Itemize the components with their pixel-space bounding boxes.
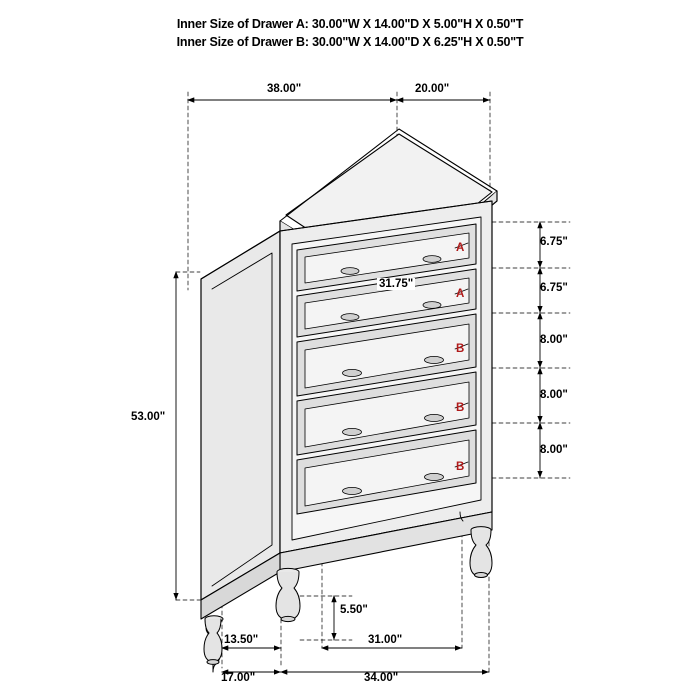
dim-right-b2: 8.00" — [540, 389, 568, 401]
drawer-label-b3: B — [456, 461, 465, 473]
dim-right-a2: 6.75" — [540, 282, 568, 294]
dim-leg-height: 5.50" — [340, 604, 368, 616]
drawer-label-a2: A — [456, 288, 465, 300]
dim-front-width: 31.00" — [368, 634, 403, 646]
header-line-1: Inner Size of Drawer A: 30.00"W X 14.00"D X 5.00"H X 0.50"T — [176, 17, 524, 31]
dim-base-depth: 17.00" — [221, 672, 256, 684]
dim-foot-depth: 13.50" — [224, 634, 259, 646]
drawer-label-b1: B — [456, 343, 465, 355]
dim-drawer-front-width: 31.75" — [379, 278, 414, 290]
dim-top-depth: 20.00" — [415, 83, 450, 95]
drawer-label-a1: A — [456, 242, 465, 254]
dim-base-width: 34.00" — [364, 672, 399, 684]
dim-overall-height: 53.00" — [131, 411, 166, 423]
dim-top-width: 38.00" — [267, 83, 302, 95]
header-line-2: Inner Size of Drawer B: 30.00"W X 14.00"D X 6.25"H X 0.50"T — [176, 35, 524, 49]
drawer-label-b2: B — [456, 402, 465, 414]
dim-right-b1: 8.00" — [540, 334, 568, 346]
dim-right-a1: 6.75" — [540, 236, 568, 248]
dim-right-b3: 8.00" — [540, 444, 568, 456]
